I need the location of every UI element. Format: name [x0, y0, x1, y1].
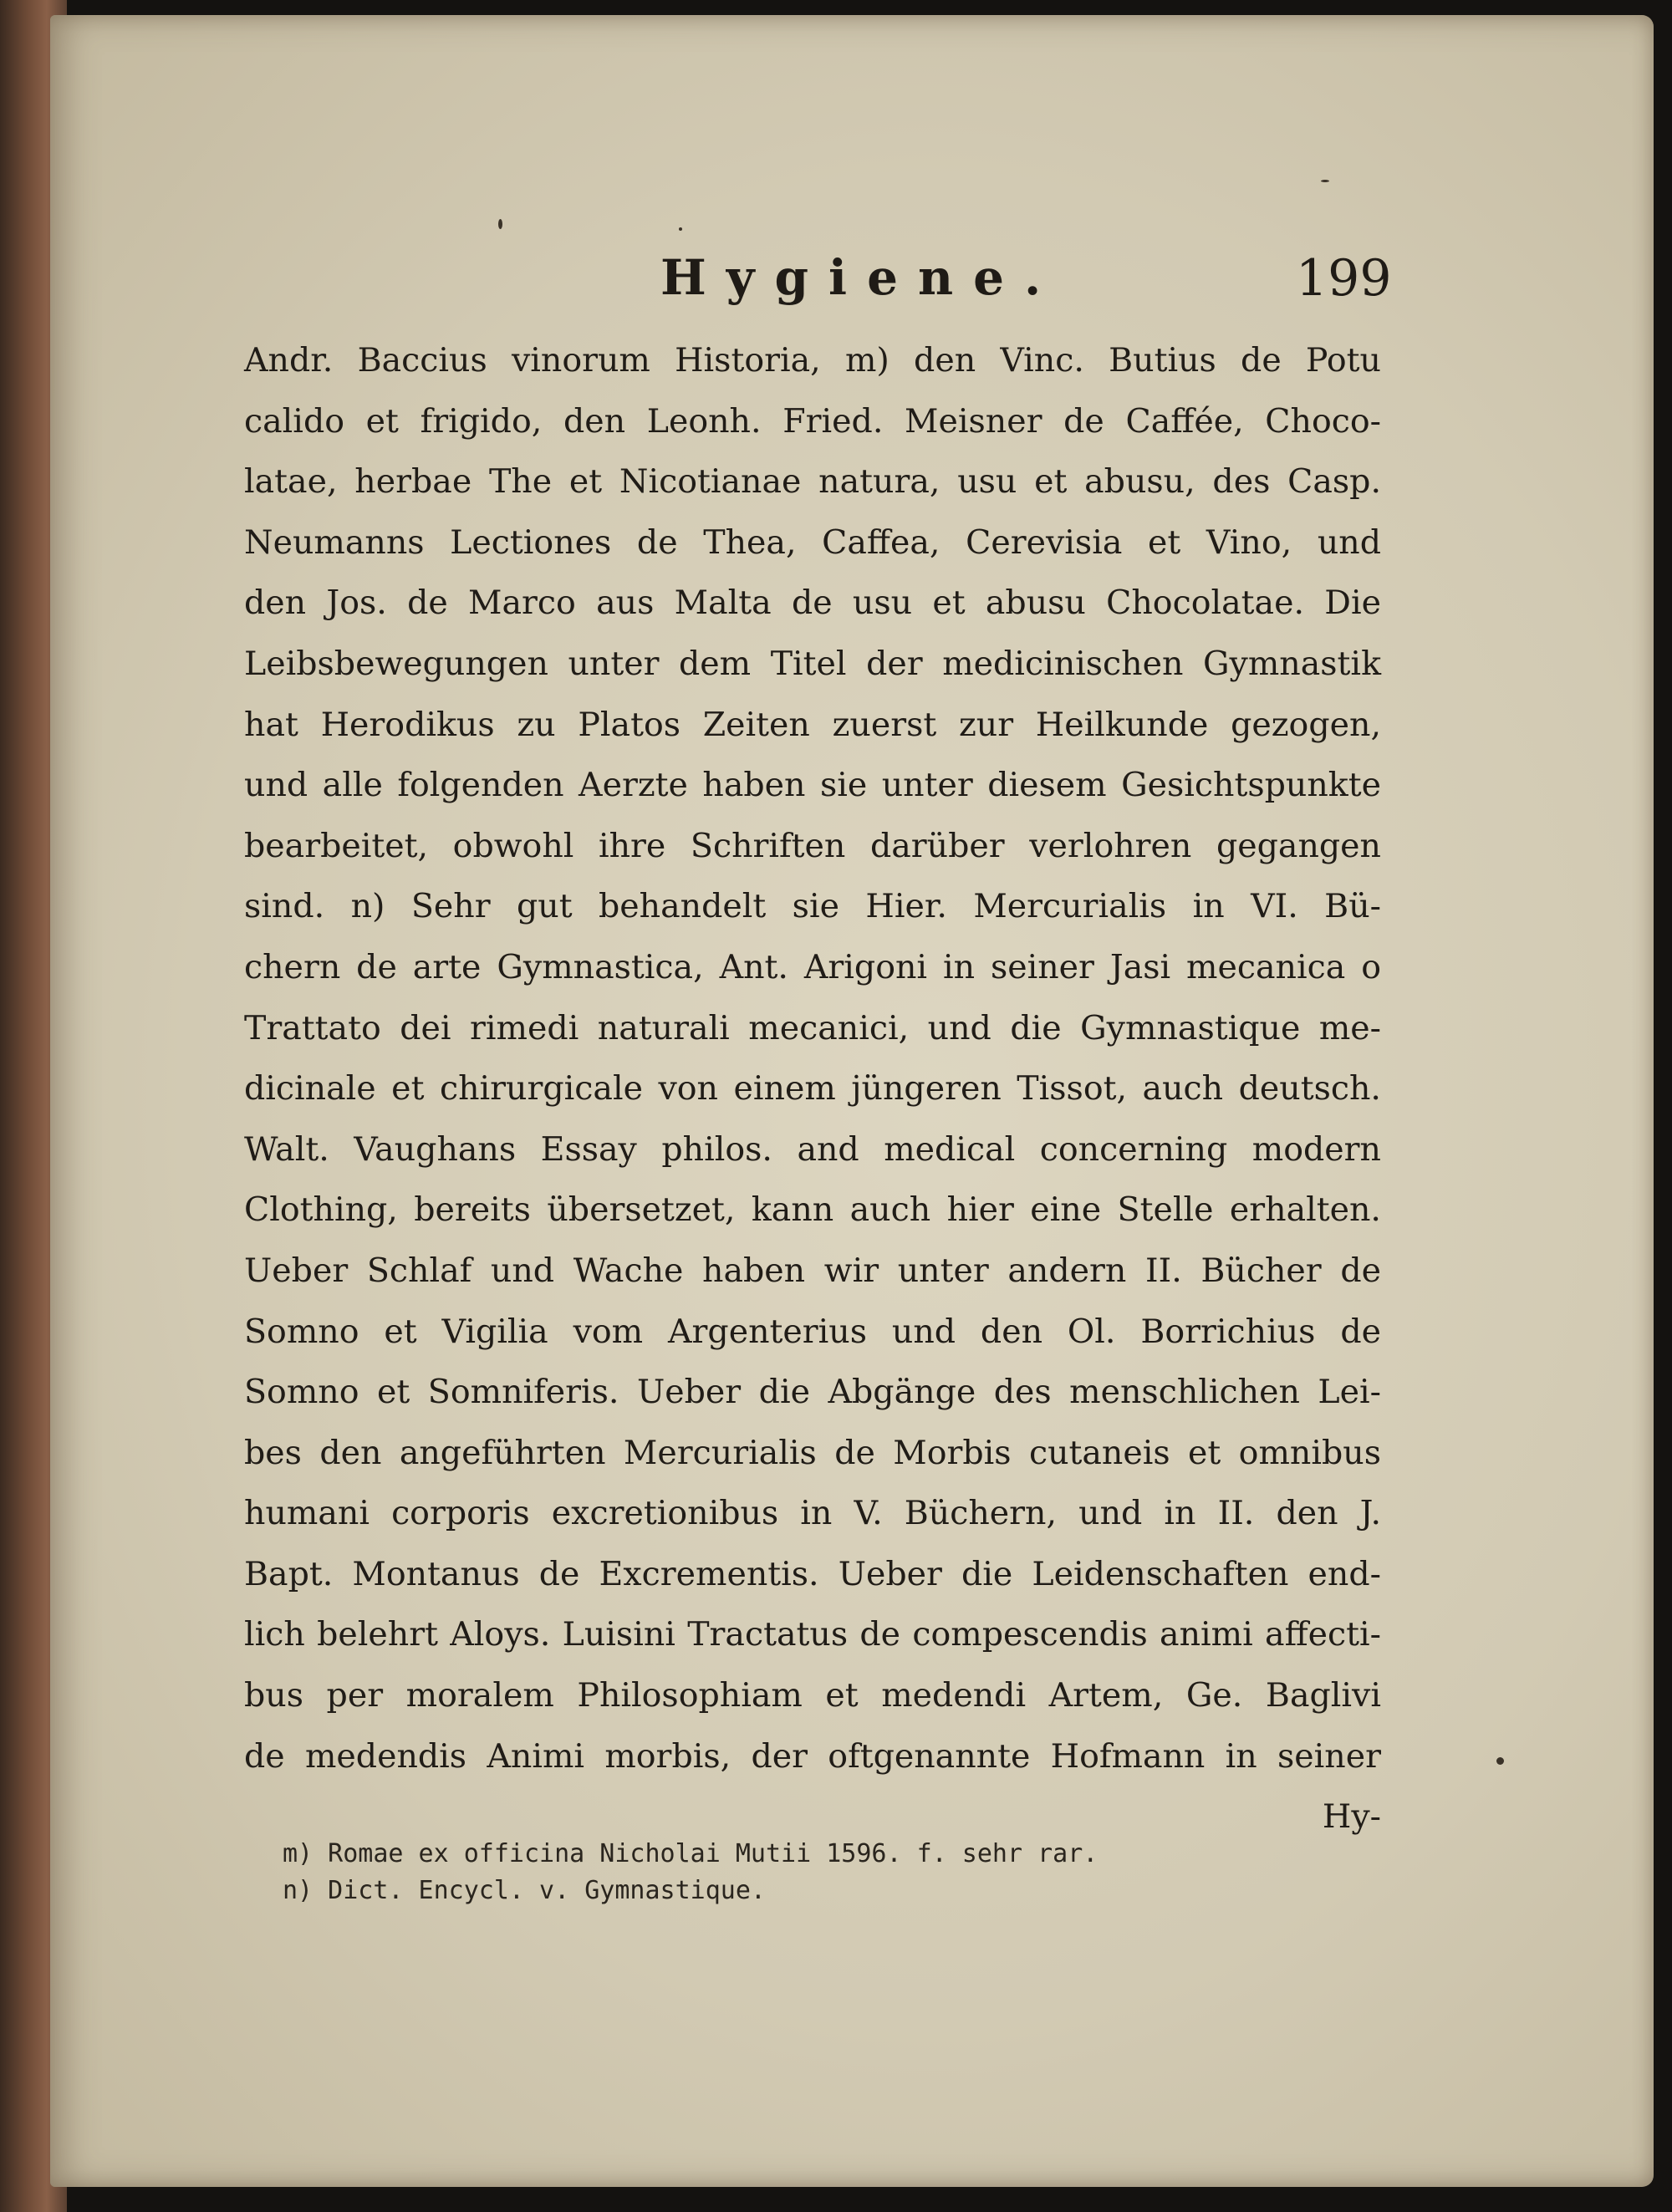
text-line: bes den angeführten Mercurialis de Morbis cutaneis et omnibus	[244, 1433, 1381, 1472]
catchword: Hy-	[1322, 1797, 1381, 1837]
text-line: den Jos. de Marco aus Malta de usu et abusu Chocolatae. Die	[244, 584, 1381, 623]
page-number: 199	[1296, 249, 1392, 308]
text-line: dicinale et chirurgicale von einem jüngeren Tissot, auch deutsch.	[244, 1069, 1381, 1109]
text-line: chern de arte Gymnastica, Ant. Arigoni in seiner Jasi mecanica o	[244, 947, 1381, 986]
text-line: Somno et Vigilia vom Argenterius und den Ol. Borrichius de	[244, 1312, 1381, 1351]
text-line: Somno et Somniferis. Ueber die Abgänge des menschlichen Lei-	[244, 1373, 1381, 1412]
text-line: Ueber Schlaf und Wache haben wir unter andern II. Bücher de	[244, 1251, 1381, 1290]
text-line: Andr. Baccius vinorum Historia, m) den Vinc. Butius de Potu	[244, 341, 1381, 380]
text-line: calido et frigido, den Leonh. Fried. Meisner de Caffée, Choco-	[244, 401, 1381, 441]
text-line: latae, herbae The et Nicotianae natura, usu et abusu, des Casp.	[244, 462, 1381, 502]
paper-speck	[679, 227, 682, 231]
text-line: lich belehrt Aloys. Luisini Tractatus de compescendis animi affecti-	[244, 1615, 1381, 1654]
text-line: Trattato dei rimedi naturali mecanici, und die Gymnastique me-	[244, 1008, 1381, 1047]
paper-speck	[498, 219, 502, 229]
running-header-title: Hygiene.	[660, 249, 1062, 306]
text-line: bearbeitet, obwohl ihre Schriften darüber verlohren gegangen	[244, 826, 1381, 865]
text-line: und alle folgenden Aerzte haben sie unter diesem Gesichtspunkte	[244, 766, 1381, 805]
text-line: bus per moralem Philosophiam et medendi Artem, Ge. Baglivi	[244, 1676, 1381, 1715]
paper-speck	[1496, 1757, 1504, 1765]
text-line: Leibsbewegungen unter dem Titel der medicinischen Gymnastik	[244, 644, 1381, 683]
footnotes	[283, 1836, 1202, 1909]
text-line: Neumanns Lectiones de Thea, Caffea, Cerevisia et Vino, und	[244, 522, 1381, 562]
text-line: hat Herodikus zu Platos Zeiten zuerst zur Heilkunde gezogen,	[244, 705, 1381, 744]
text-line: humani corporis excretionibus in V. Büchern, und in II. den J.	[244, 1494, 1381, 1533]
footnote-m: m) Romae ex officina Nicholai Mutii 1596. f. sehr rar.	[283, 1839, 1099, 1868]
text-line: Walt. Vaughans Essay philos. and medical concerning modern	[244, 1129, 1381, 1169]
footnote-n: n) Dict. Encycl. v. Gymnastique.	[283, 1876, 766, 1905]
text-line: sind. n) Sehr gut behandelt sie Hier. Mercurialis in VI. Bü-	[244, 887, 1381, 926]
paper-speck	[1321, 180, 1329, 182]
body-text	[244, 330, 1381, 1848]
text-line: de medendis Animi morbis, der oftgenannte Hofmann in seiner	[244, 1736, 1381, 1776]
text-line: Clothing, bereits übersetzet, kann auch hier eine Stelle erhalten.	[244, 1190, 1381, 1230]
text-line: Bapt. Montanus de Excrementis. Ueber die Leidenschaften end-	[244, 1554, 1381, 1593]
